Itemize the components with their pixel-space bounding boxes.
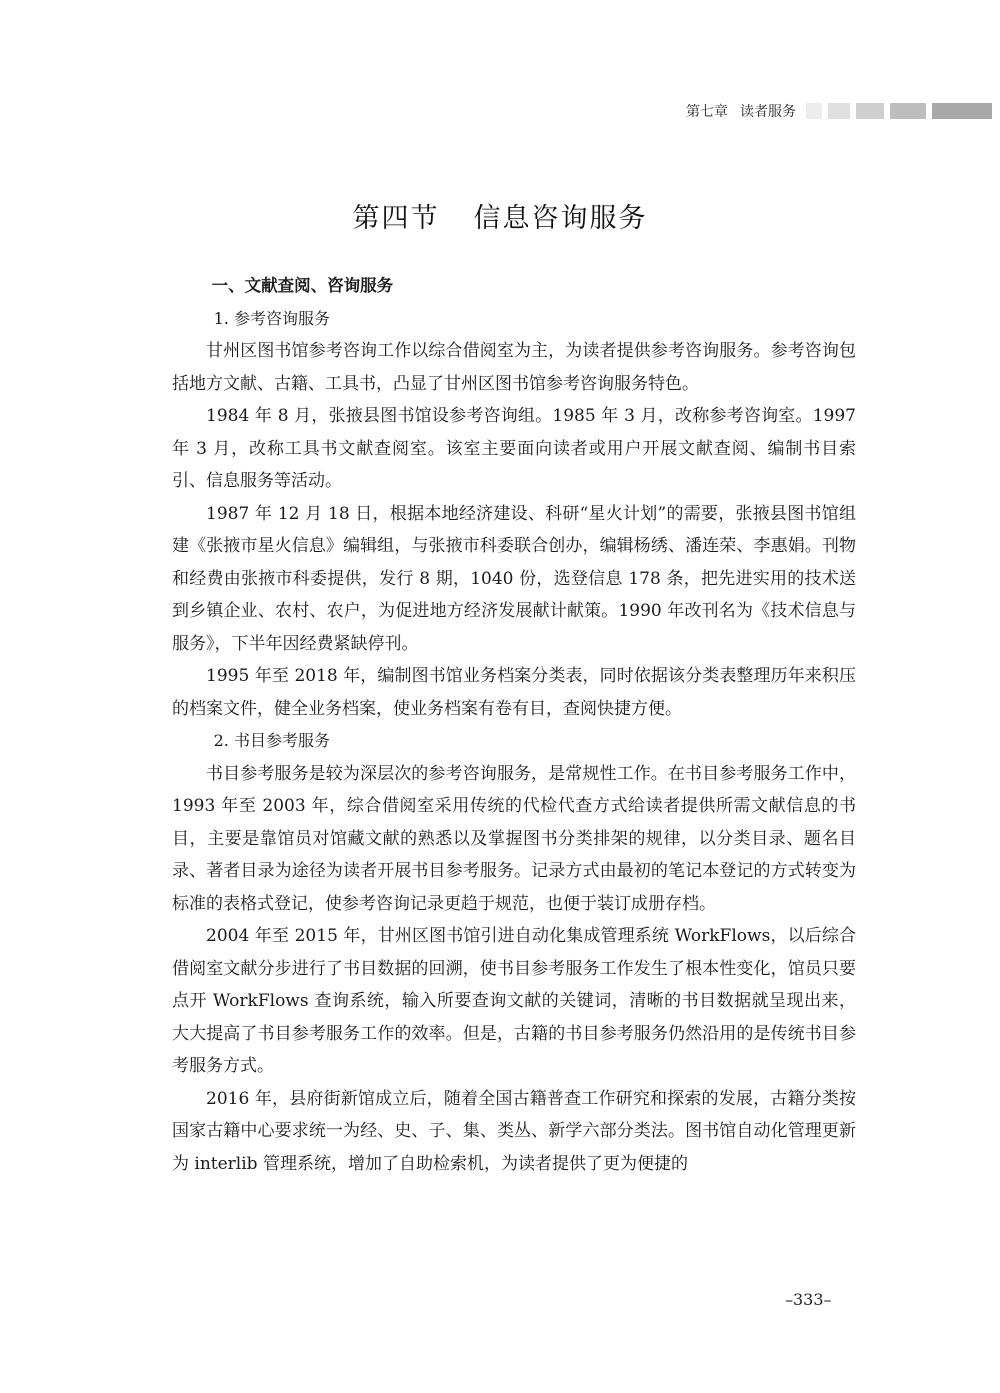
- body-text: [172, 270, 856, 1180]
- subheading-reference-consulting: 1. 参考咨询服务: [213, 308, 330, 328]
- header-bar-1: [806, 103, 822, 119]
- running-header-text: [686, 101, 796, 121]
- paragraph: 1987 年 12 月 18 日，根据本地经济建设、科研“星火计划”的需要，张掖县图书馆组建《张掖市星火信息》编辑组，与张掖市科委联合创办，编辑杨绣、潘连荣、李惠娟。刊物和经费由张掖市科委提供，发行 8 期，1040 份，选登信息 178 条，把先进实用的技术送到乡镇企业、农村、农户，为促进地方经济发展献计献策。1990 年改刊名为《技术信息与服务》，下半年因经费紧缺停刊。: [172, 503, 856, 654]
- section-number: 第四节: [352, 203, 440, 234]
- subheading-bibliographic-reference: 2. 书目参考服务: [213, 731, 330, 750]
- header-bar-2: [828, 103, 850, 119]
- chapter-title: 读者服务: [740, 104, 796, 120]
- section-heading: 信息咨询服务: [473, 203, 648, 234]
- paragraph: 1984 年 8 月，张掖县图书馆设参考咨询组。1985 年 3 月，改称参考咨询室。1997 年 3 月，改称工具书文献查阅室。该室主要面向读者或用户开展文献查阅、编制书目索引、信息服务等活动。: [172, 406, 856, 491]
- heading-literature-consulting: 一、文献查阅、咨询服务: [211, 276, 394, 295]
- header-bar-4: [890, 103, 926, 119]
- header-bar-3: [856, 103, 884, 119]
- page-number: –333–: [785, 1290, 832, 1309]
- chapter-number: 第七章: [686, 104, 728, 120]
- paragraph: 2016 年，县府街新馆成立后，随着全国古籍普查工作研究和探索的发展，古籍分类按国家古籍中心要求统一为经、史、子、集、类丛、新学六部分类法。图书馆自动化管理更新为 interlib 管理系统，增加了自助检索机，为读者提供了更为便捷的: [172, 1088, 856, 1174]
- paragraph: 甘州区图书馆参考咨询工作以综合借阅室为主，为读者提供参考咨询服务。参考咨询包括地方文献、古籍、工具书，凸显了甘州区图书馆参考咨询服务特色。: [172, 341, 856, 394]
- paragraph: 书目参考服务是较为深层次的参考咨询服务，是常规性工作。在书目参考服务工作中，1993 年至 2003 年，综合借阅室采用传统的代检代查方式给读者提供所需文献信息的书目，主要是靠馆员对馆藏文献的熟悉以及掌握图书分类排架的规律，以分类目录、题名目录、著者目录为途径为读者开展书目参考服务。记录方式由最初的笔记本登记的方式转变为标准的表格式登记，使参考咨询记录更趋于规范，也便于装订成册存档。: [172, 763, 856, 914]
- paragraph: 2004 年至 2015 年，甘州区图书馆引进自动化集成管理系统 WorkFlows，以后综合借阅室文献分步进行了书目数据的回溯，使书目参考服务工作发生了根本性变化，馆员只要点开 WorkFlows 查询系统，输入所要查询文献的关键词，清晰的书目数据就呈现出来，大大提高了书目参考服务工作的效率。但是，古籍的书目参考服务仍然沿用的是传统书目参考服务方式。: [172, 926, 856, 1076]
- header-bar-5: [932, 103, 992, 119]
- running-header: [686, 100, 992, 122]
- section-title: [0, 196, 1000, 235]
- paragraph: 1995 年至 2018 年，编制图书馆业务档案分类表，同时依据该分类表整理历年来积压的档案文件，健全业务档案，使业务档案有卷有目，查阅快捷方便。: [172, 666, 856, 719]
